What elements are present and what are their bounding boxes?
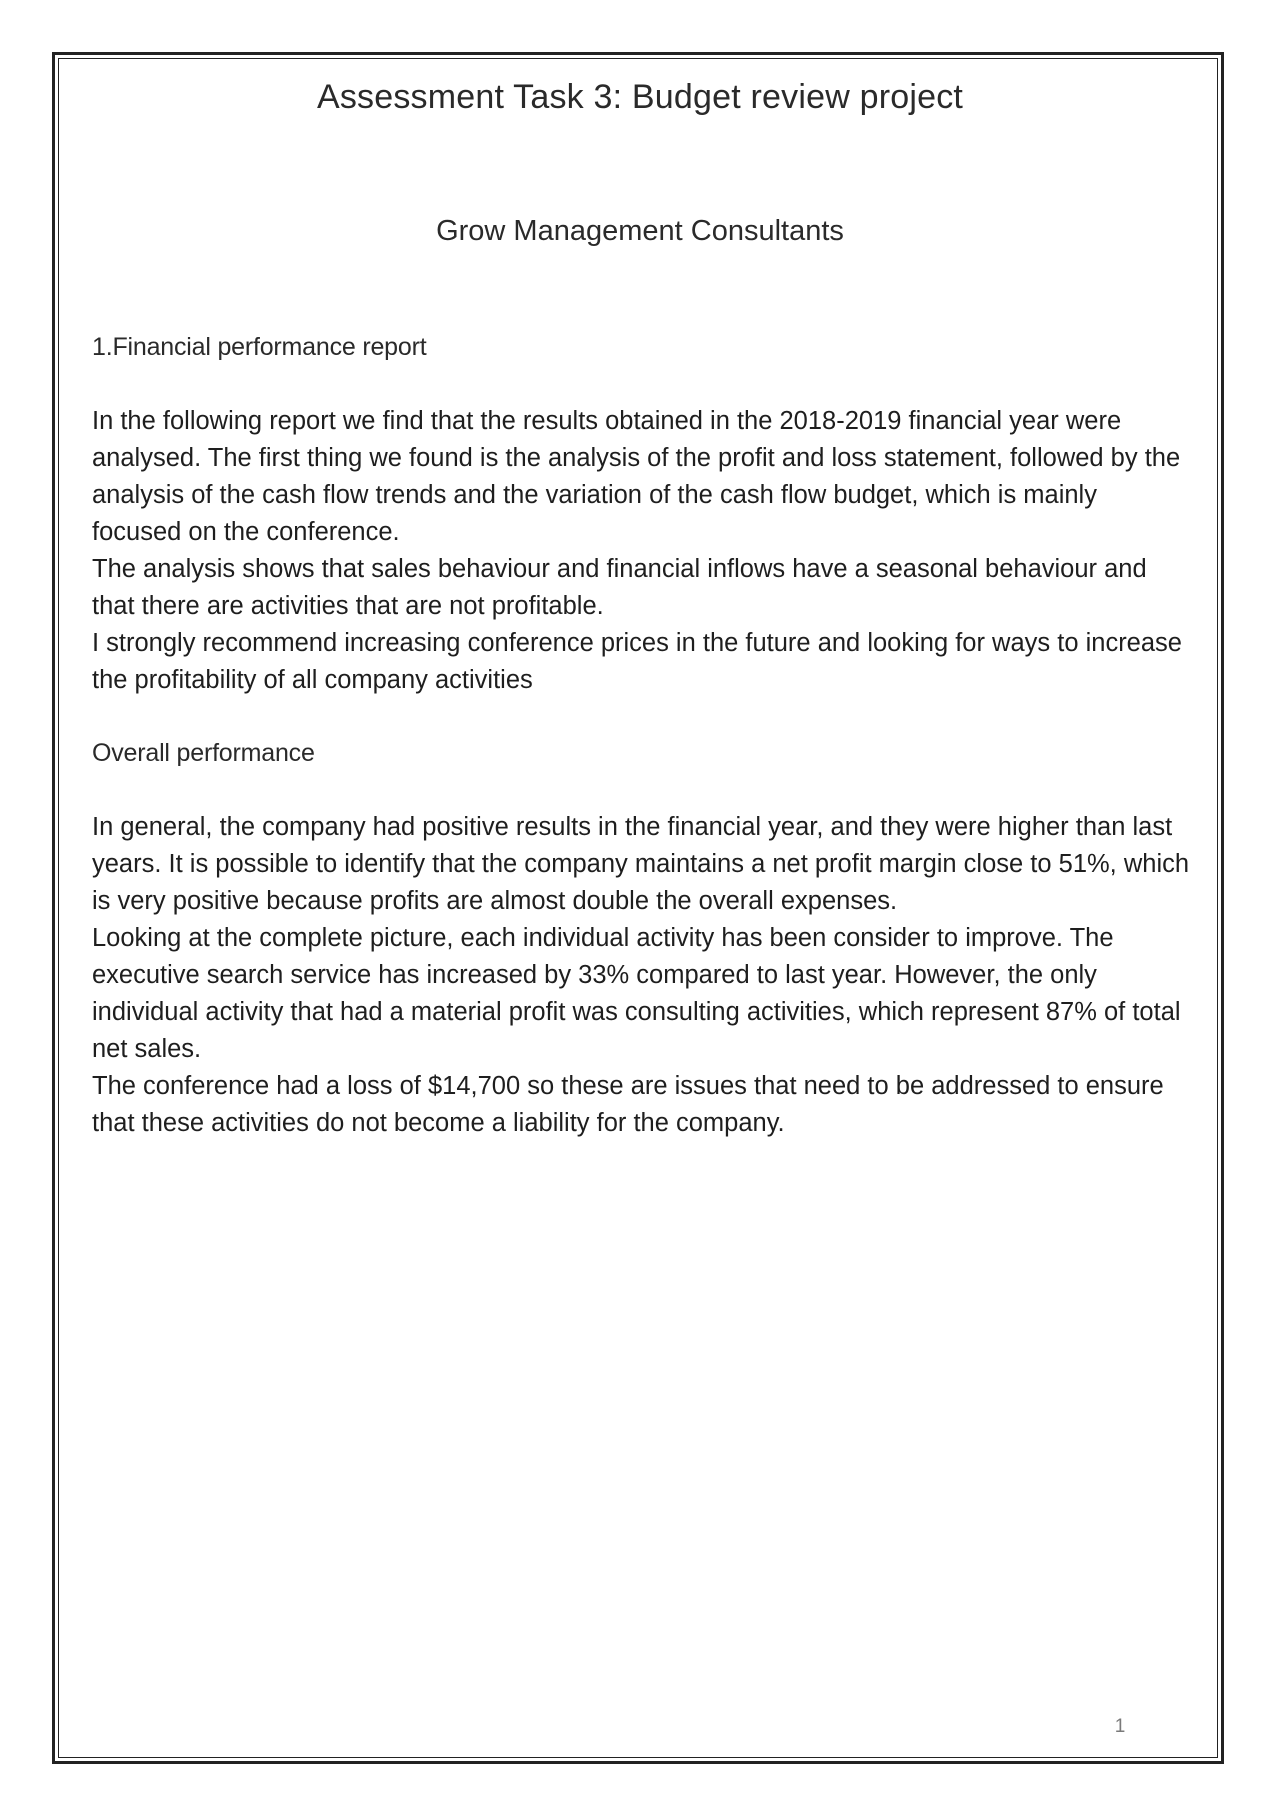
company-name: Grow Management Consultants: [436, 215, 844, 247]
document-title: Assessment Task 3: Budget review project: [316, 78, 964, 116]
page-number: 1: [1114, 1716, 1126, 1737]
paragraph: I strongly recommend increasing conference prices in the future and looking for ways to increase the profitability of all company activities: [92, 629, 1182, 694]
section-heading-overall-performance: Overall performance: [92, 739, 315, 767]
paragraph: The conference had a loss of $14,700 so these are issues that need to be addressed to ensure that these activities do not become a liability for the company.: [92, 1072, 1164, 1137]
paragraph: In the following report we find that the results obtained in the 2018-2019 financial year were analysed. The first thing we found is the analysis of the profit and loss statement, followed by the analysis of the cash flow trends and the variation of the cash flow budget, which is mainly focused on the conference.: [92, 407, 1181, 546]
section-body-overall-performance: [92, 809, 1192, 1142]
paragraph: In general, the company had positive results in the financial year, and they were higher than last years. It is possible to identify that the company maintains a net profit margin close to 51%, which is very positive because profits are almost double the overall expenses.: [92, 813, 1190, 915]
paragraph: Looking at the complete picture, each individual activity has been consider to improve. The executive search service has increased by 33% compared to last year. However, the only individual activity that had a material profit was consulting activities, which represent 87% of total net sales.: [92, 924, 1181, 1063]
section-heading-financial-performance: 1.Financial performance report: [92, 333, 427, 361]
paragraph: The analysis shows that sales behaviour and financial inflows have a seasonal behaviour and that there are activities that are not profitable.: [92, 555, 1147, 620]
section-body-financial-performance: [92, 403, 1192, 699]
